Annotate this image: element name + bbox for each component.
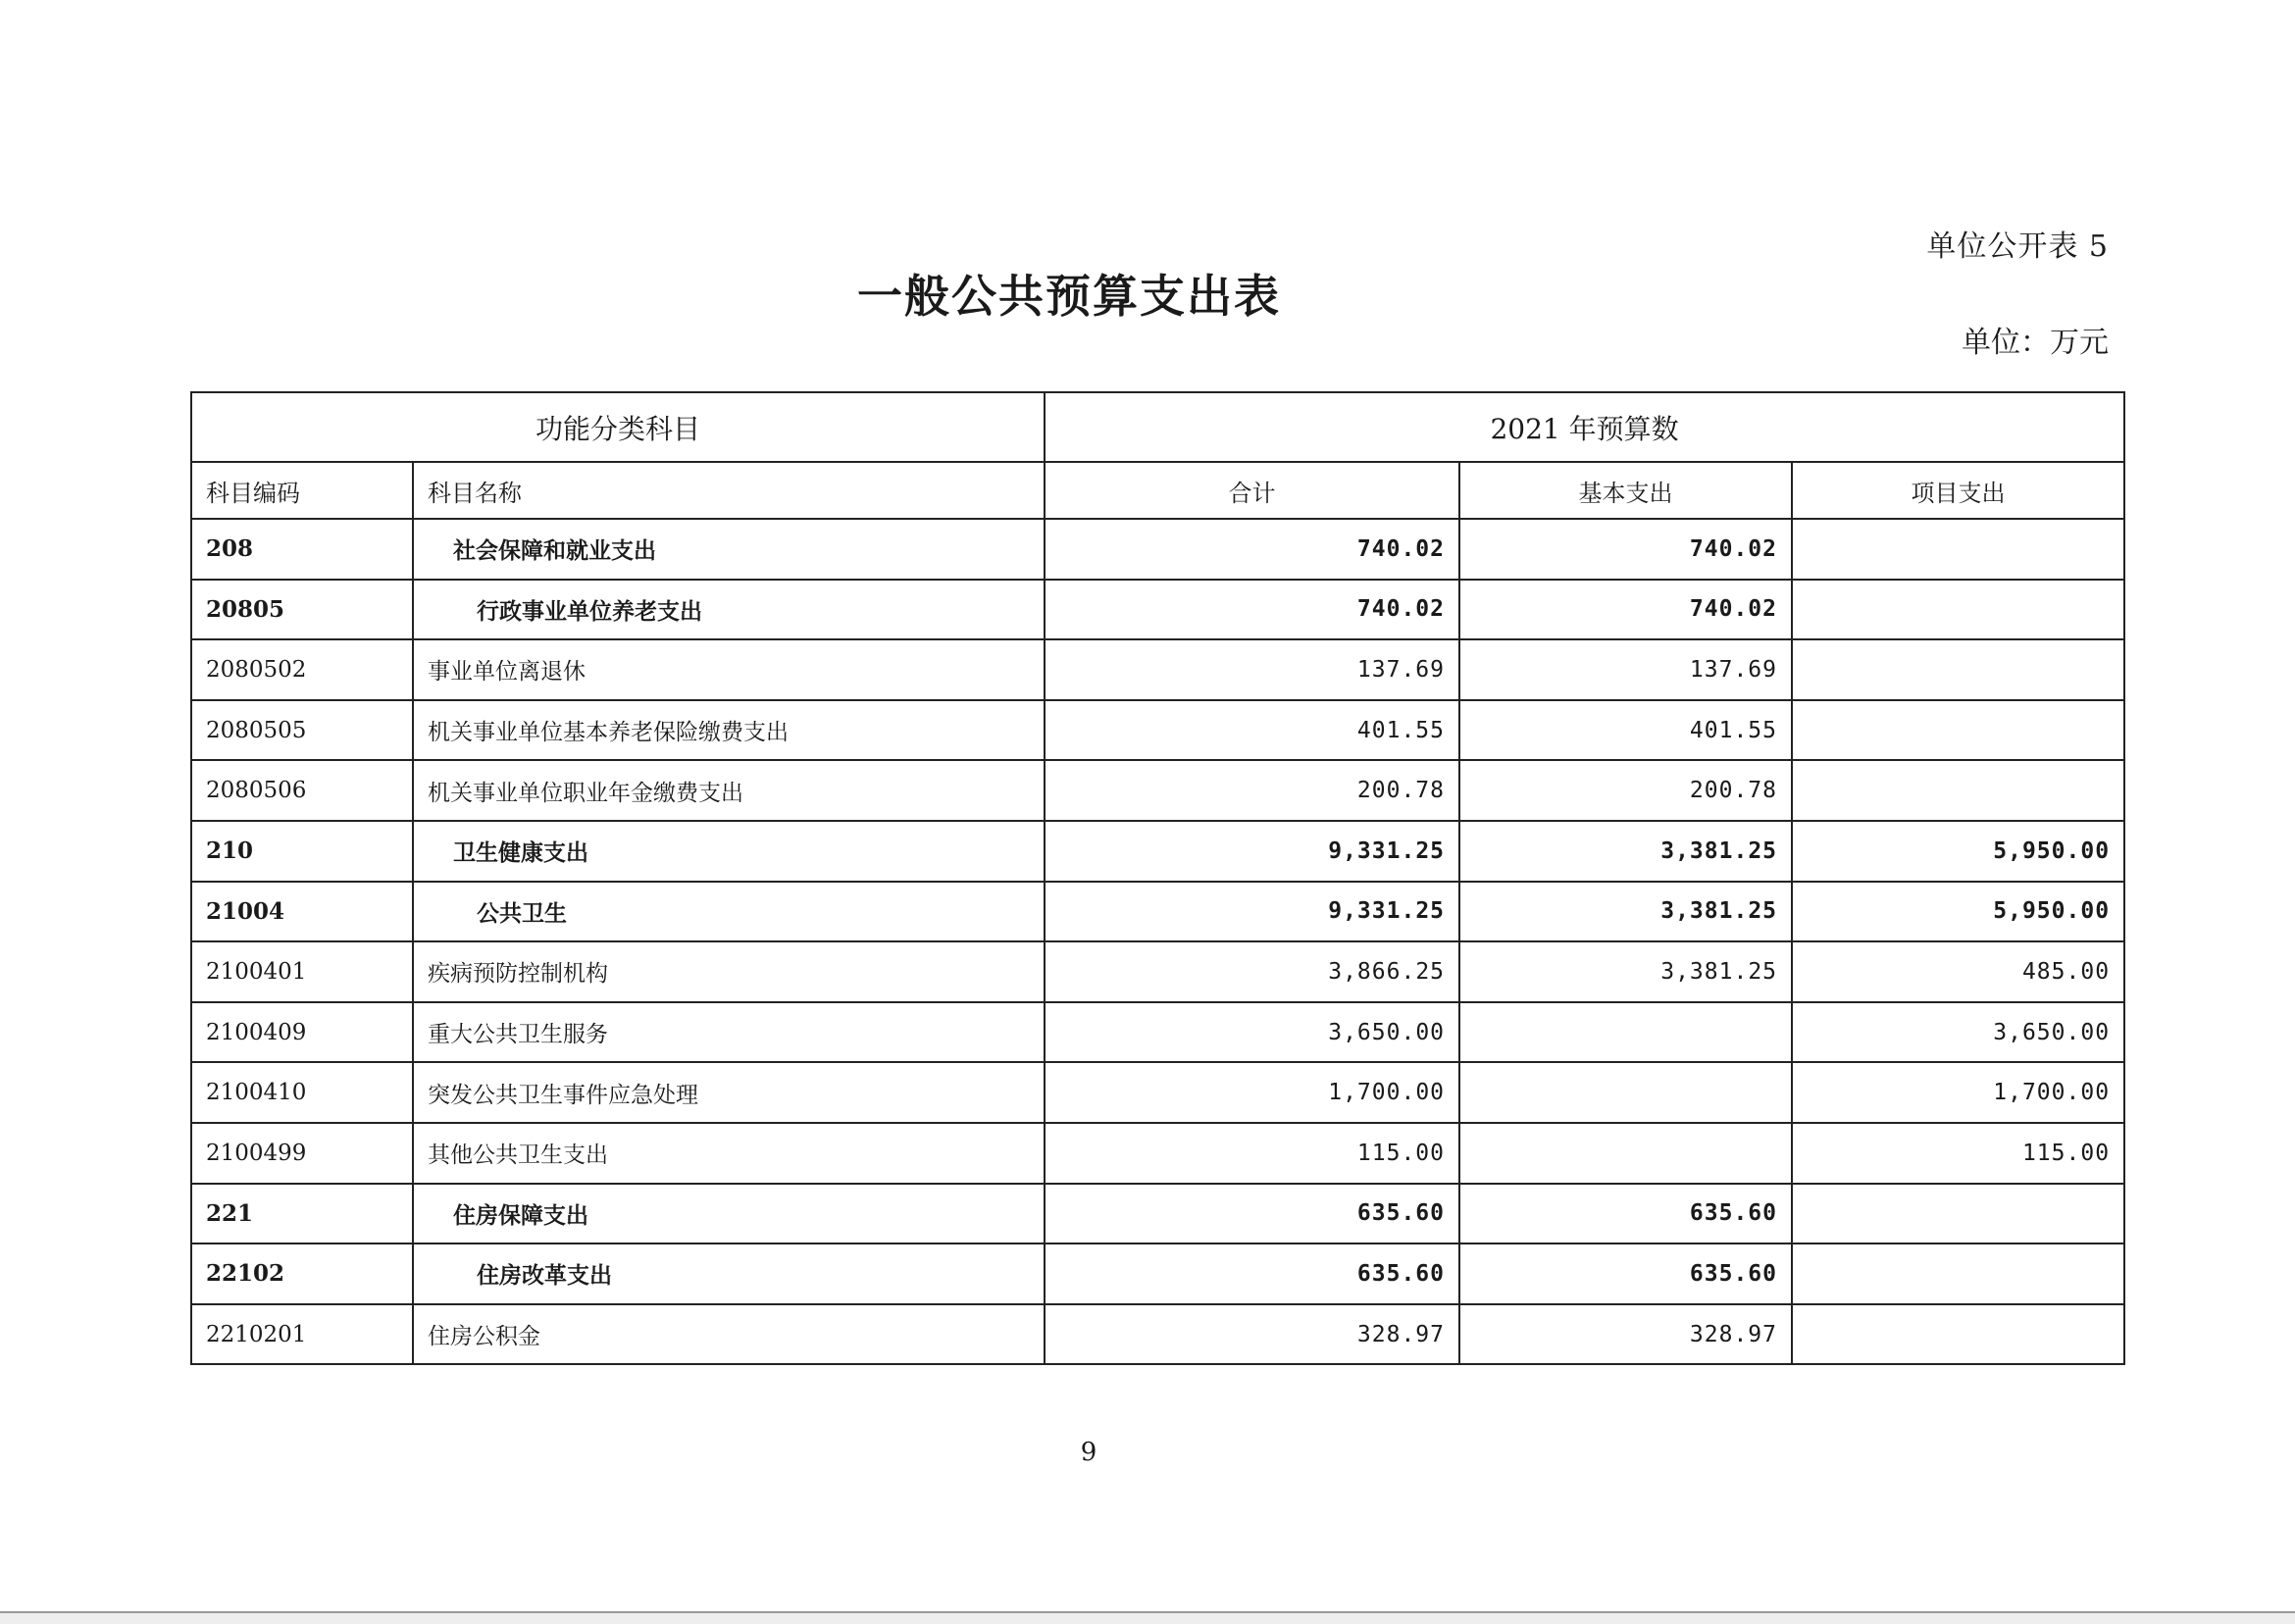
row-total: 740.02 (1045, 519, 1459, 580)
header-row-group (191, 392, 2124, 462)
row-basic: 740.02 (1459, 580, 1792, 640)
row-project (1792, 1243, 2124, 1304)
table-row (191, 821, 2124, 882)
row-project (1792, 1184, 2124, 1244)
row-name: 事业单位离退休 (413, 639, 1045, 700)
row-project (1792, 519, 2124, 580)
row-total: 635.60 (1045, 1184, 1459, 1244)
table-row (191, 1062, 2124, 1123)
table-row (191, 1184, 2124, 1244)
row-code: 21004 (191, 882, 413, 942)
row-code: 2100409 (191, 1002, 413, 1063)
row-total: 740.02 (1045, 580, 1459, 640)
header-code: 科目编码 (191, 462, 413, 519)
header-row-columns (191, 462, 2124, 519)
row-name: 卫生健康支出 (413, 821, 1045, 882)
row-code: 20805 (191, 580, 413, 640)
page-title: 一般公共预算支出表 (857, 270, 1281, 323)
budget-table (190, 391, 2125, 1365)
page-bottom-edge (0, 1611, 2295, 1624)
row-name: 突发公共卫生事件应急处理 (413, 1062, 1045, 1123)
row-code: 2080502 (191, 639, 413, 700)
row-name: 住房公积金 (413, 1304, 1045, 1365)
row-code: 2080506 (191, 760, 413, 821)
table-row (191, 519, 2124, 580)
row-total: 9,331.25 (1045, 821, 1459, 882)
row-basic: 3,381.25 (1459, 821, 1792, 882)
table-row (191, 1243, 2124, 1304)
table-row (191, 882, 2124, 942)
table-row (191, 760, 2124, 821)
row-code: 221 (191, 1184, 413, 1244)
unit-label: 单位：万元 (1962, 326, 2109, 360)
row-project: 485.00 (1792, 941, 2124, 1002)
row-total: 1,700.00 (1045, 1062, 1459, 1123)
header-total: 合计 (1045, 462, 1459, 519)
row-code: 2100410 (191, 1062, 413, 1123)
row-project: 5,950.00 (1792, 821, 2124, 882)
page-number: 9 (1080, 1438, 1097, 1467)
table-row (191, 1304, 2124, 1365)
table-row (191, 1002, 2124, 1063)
table-row (191, 700, 2124, 761)
row-total: 401.55 (1045, 700, 1459, 761)
row-basic: 740.02 (1459, 519, 1792, 580)
header-basic: 基本支出 (1459, 462, 1792, 519)
row-basic: 3,381.25 (1459, 941, 1792, 1002)
row-basic: 635.60 (1459, 1243, 1792, 1304)
row-basic: 401.55 (1459, 700, 1792, 761)
row-name: 疾病预防控制机构 (413, 941, 1045, 1002)
row-name: 重大公共卫生服务 (413, 1002, 1045, 1063)
row-code: 22102 (191, 1243, 413, 1304)
row-project (1792, 1304, 2124, 1365)
row-code: 2100401 (191, 941, 413, 1002)
row-name: 住房保障支出 (413, 1184, 1045, 1244)
row-total: 200.78 (1045, 760, 1459, 821)
row-basic (1459, 1002, 1792, 1063)
row-project (1792, 580, 2124, 640)
row-name: 社会保障和就业支出 (413, 519, 1045, 580)
row-basic: 635.60 (1459, 1184, 1792, 1244)
row-name: 其他公共卫生支出 (413, 1123, 1045, 1184)
row-project (1792, 639, 2124, 700)
row-basic: 3,381.25 (1459, 882, 1792, 942)
row-basic (1459, 1062, 1792, 1123)
row-project (1792, 760, 2124, 821)
header-name: 科目名称 (413, 462, 1045, 519)
row-name: 住房改革支出 (413, 1243, 1045, 1304)
form-number: 单位公开表 5 (1926, 229, 2109, 264)
row-total: 328.97 (1045, 1304, 1459, 1365)
row-total: 3,650.00 (1045, 1002, 1459, 1063)
header-budget-year: 2021 年预算数 (1045, 392, 2124, 462)
row-project: 5,950.00 (1792, 882, 2124, 942)
table-body (191, 392, 2124, 1364)
row-code: 208 (191, 519, 413, 580)
row-code: 210 (191, 821, 413, 882)
row-total: 3,866.25 (1045, 941, 1459, 1002)
row-total: 635.60 (1045, 1243, 1459, 1304)
row-name: 机关事业单位职业年金缴费支出 (413, 760, 1045, 821)
row-project (1792, 700, 2124, 761)
row-name: 行政事业单位养老支出 (413, 580, 1045, 640)
table-row (191, 639, 2124, 700)
header-functional-class: 功能分类科目 (191, 392, 1045, 462)
row-project: 115.00 (1792, 1123, 2124, 1184)
row-code: 2210201 (191, 1304, 413, 1365)
table-row (191, 1123, 2124, 1184)
row-project: 3,650.00 (1792, 1002, 2124, 1063)
header-project: 项目支出 (1792, 462, 2124, 519)
row-code: 2080505 (191, 700, 413, 761)
row-total: 137.69 (1045, 639, 1459, 700)
row-basic: 328.97 (1459, 1304, 1792, 1365)
row-name: 公共卫生 (413, 882, 1045, 942)
row-name: 机关事业单位基本养老保险缴费支出 (413, 700, 1045, 761)
row-basic (1459, 1123, 1792, 1184)
table-row (191, 580, 2124, 640)
row-total: 9,331.25 (1045, 882, 1459, 942)
row-basic: 200.78 (1459, 760, 1792, 821)
row-code: 2100499 (191, 1123, 413, 1184)
row-basic: 137.69 (1459, 639, 1792, 700)
row-project: 1,700.00 (1792, 1062, 2124, 1123)
row-total: 115.00 (1045, 1123, 1459, 1184)
table-row (191, 941, 2124, 1002)
